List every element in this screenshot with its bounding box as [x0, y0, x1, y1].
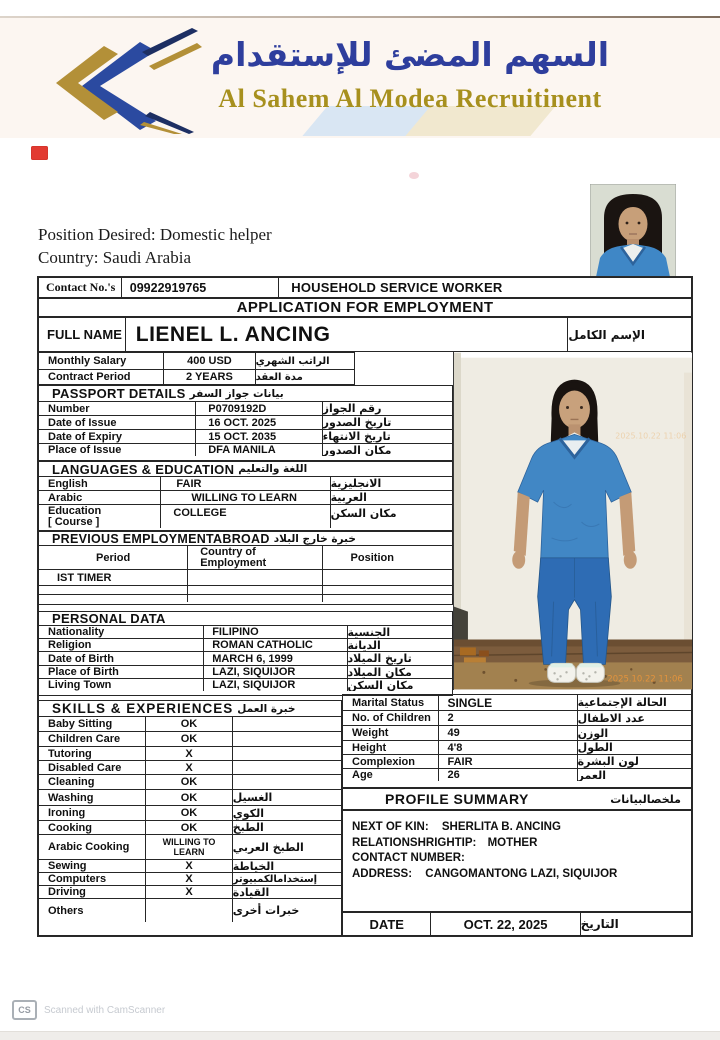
section-title: LANGUAGES & EDUCATION: [52, 461, 235, 477]
table-row: [39, 569, 452, 585]
date-arabic: التاريخ: [580, 913, 691, 935]
row-arabic: الحالة الإجتماعية: [577, 695, 691, 710]
table-row: [39, 369, 354, 384]
table-row: [39, 415, 452, 429]
company-logo: [52, 28, 202, 134]
table-row: [39, 401, 452, 415]
row-arabic: العربية: [330, 491, 452, 504]
row-label: Height: [352, 741, 387, 754]
table-row: [39, 805, 341, 820]
table-row: [343, 710, 691, 725]
table-row: [39, 834, 341, 859]
row-value: 26: [438, 769, 576, 781]
row-arabic: الطبخ العربي: [232, 835, 341, 859]
table-row: [39, 859, 341, 872]
salary-table: [38, 352, 355, 385]
row-label: Date of Issue: [48, 416, 117, 429]
personal-data-header: [39, 612, 452, 625]
row-label: Arabic Cooking: [48, 841, 130, 853]
country-line: Country: Saudi Arabia: [38, 247, 191, 267]
table-row: [39, 716, 341, 731]
section-title: SKILLS & EXPERIENCES: [52, 701, 234, 716]
table-row: [39, 476, 452, 490]
period-cell: [39, 586, 187, 594]
row-value: WILLING TO LEARN: [145, 835, 231, 859]
table-row: [343, 740, 691, 754]
row-label: Marital Status: [352, 696, 425, 709]
intro-lines: [38, 224, 272, 269]
column-header: Position: [322, 546, 452, 569]
passport-table: [38, 385, 453, 461]
table-row: [39, 665, 452, 678]
stats-table: [342, 694, 692, 788]
row-value: WILLING TO LEARN: [160, 491, 329, 504]
row-label: Sewing: [48, 860, 87, 872]
row-value: 2: [438, 711, 576, 725]
section-title: PROFILE SUMMARY: [385, 791, 529, 807]
row-arabic: [232, 732, 341, 746]
row-arabic: الراتب الشهري: [255, 353, 354, 369]
row-value: 4'8: [438, 741, 576, 754]
row-arabic: تاريخ الانتهاء: [322, 430, 452, 443]
applicant-headshot-photo: [590, 184, 676, 277]
row-label: Complexion: [352, 755, 415, 768]
row-label: Computers: [48, 873, 107, 885]
table-row: [39, 872, 341, 885]
row-label: Place of Issue: [48, 444, 122, 456]
row-arabic: تاريخ الميلاد: [347, 652, 453, 665]
row-value: 49: [438, 726, 576, 740]
row-arabic: عدد الاطفال: [577, 711, 691, 725]
camscanner-badge: CS: [12, 1000, 37, 1020]
country-cell: [187, 570, 321, 585]
relationship-line: RELATIONSHRIGHTIP: MOTHER: [352, 836, 538, 849]
position-cell: [322, 586, 452, 594]
row-arabic: الغسيل: [232, 790, 341, 805]
row-label: Others: [48, 904, 84, 917]
page-bottom-edge: [0, 1031, 720, 1040]
application-title: APPLICATION FOR EMPLOYMENT: [236, 299, 494, 316]
row-label: No. of Children: [352, 712, 431, 724]
previous-employment-header: [39, 532, 452, 545]
table-row: [343, 695, 691, 710]
row-value: OK: [145, 775, 231, 789]
row-label: Contract Period: [48, 371, 131, 383]
section-title: PASSPORT DETAILS: [52, 386, 186, 401]
section-title: PREVIOUS EMPLOYMENTABROAD: [52, 531, 270, 546]
row-arabic: تاريخ الصدور: [322, 416, 452, 429]
table-row: [39, 585, 452, 594]
row-value: 2 YEARS: [163, 370, 254, 384]
date-row: [342, 912, 692, 936]
row-label: Disabled Care: [48, 761, 122, 774]
table-row: [39, 651, 452, 665]
row-label: Education [ Course ]: [48, 505, 102, 528]
row-label: Date of Birth: [48, 652, 114, 665]
row-value: OK: [145, 821, 231, 834]
row-value: X: [145, 860, 231, 872]
section-title: PERSONAL DATA: [52, 611, 166, 626]
table-row: [39, 625, 452, 638]
profile-summary-box: [342, 810, 692, 912]
table-row: [39, 789, 341, 805]
contact-number-line: CONTACT NUMBER:: [352, 852, 465, 864]
row-label: Monthly Salary: [48, 355, 127, 367]
column-header: Period: [95, 551, 131, 564]
table-row: [39, 594, 452, 602]
row-label: Cooking: [48, 821, 92, 834]
row-arabic: مكان الصدور: [322, 444, 452, 456]
row-value: ROMAN CATHOLIC: [203, 639, 346, 651]
row-arabic: مدة العقد: [255, 370, 354, 384]
row-label: Ironing: [48, 807, 86, 819]
profile-summary-header: [342, 788, 692, 810]
position-cell: [322, 570, 452, 585]
row-value: LAZI, SIQUIJOR: [203, 679, 346, 691]
row-value: 16 OCT. 2025: [195, 416, 321, 429]
row-value: FAIR: [438, 755, 576, 768]
row-arabic: إستخدامالكمبيوتر: [232, 873, 341, 885]
row-arabic: الطبخ: [232, 821, 341, 834]
table-row: [39, 731, 341, 746]
row-arabic: الكوي: [232, 806, 341, 820]
photo-timestamp-faint: 2025.10.22 11:06: [615, 431, 687, 441]
row-value: X: [145, 747, 231, 760]
row-arabic: مكان السكن: [330, 505, 452, 528]
row-value: P0709192D: [195, 402, 321, 415]
table-row: [343, 768, 691, 781]
row-value: FAIR: [160, 477, 329, 490]
row-label: Driving: [48, 886, 86, 898]
row-arabic: الجنسية: [347, 626, 453, 638]
row-label: Children Care: [48, 733, 121, 745]
period-cell: [39, 595, 187, 602]
company-name-english: Al Sahem Al Modea Recruitinent: [218, 84, 602, 113]
row-arabic: مكان الميلاد: [347, 666, 453, 678]
row-value: 15 OCT. 2035: [195, 430, 321, 443]
period-cell: IST TIMER: [57, 571, 112, 584]
table-row: [39, 885, 341, 898]
row-label: Living Town: [48, 679, 112, 691]
table-row: [39, 898, 341, 922]
table-row: [39, 678, 452, 691]
date-value: OCT. 22, 2025: [430, 913, 579, 935]
address-line: ADDRESS: CANGOMANTONG LAZI, SIQUIJOR: [352, 867, 618, 880]
previous-employment-table: [38, 531, 453, 605]
row-value: X: [145, 886, 231, 898]
row-arabic: القيادة: [232, 886, 341, 898]
row-label: Date of Expiry: [48, 430, 122, 443]
section-title-arabic: ملخصالبيانات: [610, 792, 681, 806]
table-row: [39, 774, 341, 789]
skills-section-header: [39, 701, 341, 716]
full-name-arabic: الإسم الكامل: [567, 318, 691, 351]
column-header: Country of Employment: [187, 546, 321, 569]
row-arabic: الانجليزية: [330, 477, 452, 490]
row-label: Age: [352, 769, 373, 781]
row-label: Cleaning: [48, 776, 95, 788]
full-name-row: [38, 317, 692, 352]
row-arabic: [232, 717, 341, 731]
next-of-kin-line: NEXT OF KIN: SHERLITA B. ANCING: [352, 821, 561, 833]
camscanner-text: Scanned with CamScanner: [44, 1004, 166, 1016]
row-value: OK: [145, 717, 231, 731]
row-label: Weight: [352, 727, 389, 739]
column-header-row: [39, 545, 452, 569]
skills-table: [38, 700, 342, 936]
row-arabic: رقم الجواز: [322, 402, 452, 415]
table-row: [39, 429, 452, 443]
row-arabic: الوزن: [577, 726, 691, 740]
pink-scan-smudge: [409, 172, 419, 179]
row-label: Tutoring: [48, 747, 92, 760]
position-cell: [322, 595, 452, 602]
camscanner-footer: [12, 1000, 165, 1020]
table-row: [39, 760, 341, 774]
languages-table: [38, 461, 453, 531]
table-row: [39, 638, 452, 651]
row-arabic: العمر: [577, 769, 691, 781]
full-name-label: FULL NAME: [47, 327, 122, 342]
passport-section-header: [39, 386, 452, 401]
row-label: Number: [48, 402, 90, 415]
row-value: OK: [145, 790, 231, 805]
languages-section-header: [39, 462, 452, 476]
table-row: [39, 443, 452, 456]
row-label: Place of Birth: [48, 666, 119, 678]
date-label: DATE: [369, 916, 404, 932]
table-row: [343, 725, 691, 740]
table-row: [39, 820, 341, 834]
row-arabic: مكان السكن: [347, 679, 453, 691]
photo-timestamp: 2025.10.22 11:06: [607, 673, 683, 684]
full-name-value: LIENEL L. ANCING: [125, 318, 568, 351]
row-arabic: [232, 747, 341, 760]
row-arabic: الطول: [577, 741, 691, 754]
row-label: Arabic: [48, 491, 83, 504]
row-value: LAZI, SIQUIJOR: [203, 666, 346, 678]
applicant-fullbody-photo: [453, 352, 692, 690]
row-value: [145, 899, 231, 922]
section-title-arabic: خبرة خارج البلاد: [273, 532, 356, 545]
row-label: Washing: [48, 791, 94, 804]
row-value: DFA MANILA: [195, 444, 321, 456]
contact-label: Contact No.'s: [46, 280, 116, 294]
row-arabic: خبرات أخرى: [232, 899, 341, 922]
row-arabic: الديانة: [347, 639, 453, 651]
contact-row: [38, 277, 692, 298]
row-value: COLLEGE: [160, 505, 329, 528]
table-row: [39, 504, 452, 528]
application-title-row: [38, 298, 692, 317]
worker-type-title: HOUSEHOLD SERVICE WORKER: [278, 278, 691, 297]
country-cell: [187, 586, 321, 594]
row-label: Religion: [48, 639, 92, 651]
section-title-arabic: اللغة والتعليم: [238, 463, 308, 475]
company-name-arabic: السهم المضئ للإستقدام: [210, 35, 610, 74]
row-value: X: [145, 761, 231, 774]
table-row: [39, 490, 452, 504]
table-row: [343, 754, 691, 768]
section-title-arabic: خبرة العمل: [237, 702, 296, 715]
row-value: X: [145, 873, 231, 885]
row-arabic: الخياطة: [232, 860, 341, 872]
personal-data-table: [38, 611, 453, 696]
red-sticker-mark: [31, 146, 48, 160]
position-desired-line: Position Desired: Domestic helper: [38, 225, 272, 244]
section-title-arabic: بيانات جواز السفر: [189, 387, 284, 400]
row-value: FILIPINO: [203, 626, 346, 638]
row-value: 400 USD: [163, 353, 254, 369]
row-arabic: [232, 775, 341, 789]
row-label: Baby Sitting: [48, 718, 113, 730]
row-arabic: [232, 761, 341, 774]
row-value: OK: [145, 806, 231, 820]
row-label: Nationality: [48, 626, 105, 638]
row-value: MARCH 6, 1999: [203, 652, 346, 665]
table-row: [39, 746, 341, 760]
contact-number-value: 09922919765: [121, 278, 279, 297]
country-cell: [187, 595, 321, 602]
row-label: English: [48, 477, 88, 490]
row-value: OK: [145, 732, 231, 746]
row-value: SINGLE: [438, 695, 576, 710]
row-arabic: لون البشرة: [577, 755, 691, 768]
table-row: [39, 353, 354, 369]
